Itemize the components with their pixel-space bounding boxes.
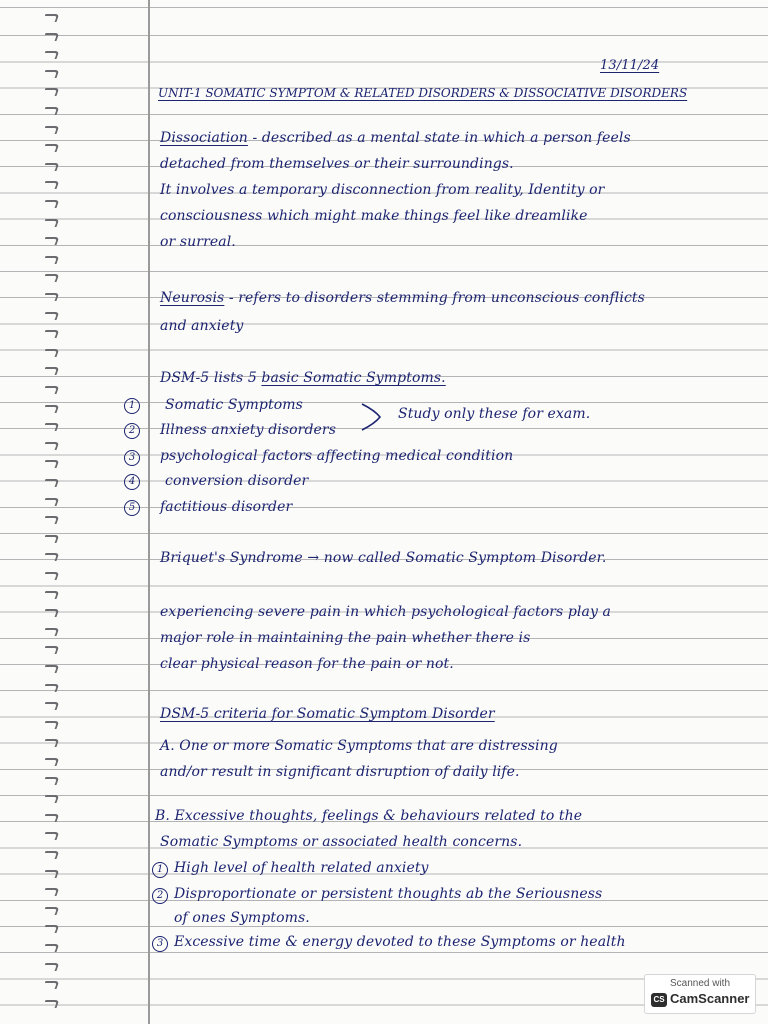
spiral-hole [43, 200, 60, 208]
spiral-hole [43, 51, 60, 59]
list-number: 4 [124, 474, 140, 490]
spiral-hole [43, 516, 60, 524]
spiral-hole [43, 702, 60, 710]
list-number: 2 [152, 888, 168, 904]
spiral-hole [43, 386, 60, 394]
spiral-hole [43, 739, 60, 747]
spiral-hole [43, 777, 60, 785]
neurosis-term: Neurosis [160, 290, 225, 306]
criterion-b-line-1: B. Excessive thoughts, feelings & behaviours related to the [155, 808, 583, 824]
dissociation-line-4: consciousness which might make things feel like dreamlike [160, 208, 588, 224]
criterion-a-line-2: and/or result in significant disruption of daily life. [160, 764, 520, 780]
spiral-hole [43, 646, 60, 654]
dissociation-def: - described as a mental state in which a person feels [247, 130, 631, 146]
spiral-hole [43, 665, 60, 673]
spiral-hole [43, 219, 60, 227]
spiral-hole [43, 460, 60, 468]
spiral-hole [43, 684, 60, 692]
criteria-heading-prefix: DSM-5 criteria [160, 706, 272, 722]
criterion-a-line-1: A. One or more Somatic Symptoms that are distressing [160, 738, 558, 754]
dsm-list-heading-prefix: DSM-5 lists 5 [160, 370, 262, 386]
spiral-hole [43, 888, 60, 896]
spiral-hole [43, 367, 60, 375]
scanned-with-label: Scanned with [669, 978, 731, 989]
list-number: 1 [124, 398, 140, 414]
spiral-hole [43, 758, 60, 766]
list-number: 5 [124, 500, 140, 516]
dissociation-line-2: detached from themselves or their surroundings. [160, 156, 514, 172]
list-item: High level of health related anxiety [174, 860, 429, 876]
spiral-hole [43, 293, 60, 301]
spiral-hole [43, 1000, 60, 1008]
camscanner-logo-icon: CS [651, 993, 667, 1007]
spiral-hole [43, 14, 60, 22]
criteria-heading-underlined: for Somatic Symptom Disorder [271, 706, 495, 722]
spiral-hole [43, 163, 60, 171]
spiral-hole [43, 88, 60, 96]
spiral-hole [43, 628, 60, 636]
camscanner-name: CamScanner [670, 991, 750, 1006]
spiral-hole [43, 405, 60, 413]
spiral-hole [43, 870, 60, 878]
list-item: Excessive time & energy devoted to these Symptoms or health [174, 934, 626, 950]
exam-note: Study only these for exam. [398, 406, 591, 422]
pain-line-3: clear physical reason for the pain or not. [160, 656, 454, 672]
spiral-hole [43, 479, 60, 487]
list-item: psychological factors affecting medical condition [160, 448, 514, 464]
list-item: conversion disorder [165, 473, 309, 489]
dissociation-term: Dissociation [160, 130, 248, 146]
list-item: Disproportionate or persistent thoughts ab the Seriousness [174, 886, 603, 902]
spiral-hole [43, 553, 60, 561]
spiral-hole [43, 442, 60, 450]
spiral-hole [43, 70, 60, 78]
dissociation-line-1 [160, 130, 631, 146]
spiral-hole [43, 256, 60, 264]
list-number: 2 [124, 423, 140, 439]
dsm-list-heading [160, 370, 446, 386]
spiral-hole [43, 851, 60, 859]
dissociation-line-5: or surreal. [160, 234, 236, 250]
list-item: Somatic Symptoms [165, 397, 303, 413]
pain-line-2: major role in maintaining the pain whether there is [160, 630, 531, 646]
date: 13/11/24 [600, 58, 660, 73]
spiral-hole [43, 349, 60, 357]
spiral-hole [43, 181, 60, 189]
spiral-hole [43, 33, 60, 41]
spiral-hole [43, 144, 60, 152]
neurosis-line-2: and anxiety [160, 318, 244, 334]
list-item-continuation: of ones Symptoms. [174, 910, 310, 926]
spiral-hole [43, 721, 60, 729]
list-item: factitious disorder [160, 499, 293, 515]
spiral-hole [43, 609, 60, 617]
spiral-hole [43, 795, 60, 803]
spiral-hole [43, 907, 60, 915]
spiral-hole [43, 963, 60, 971]
briquet-syndrome: Briquet's Syndrome → now called Somatic Symptom Disorder. [160, 550, 607, 566]
spiral-hole [43, 591, 60, 599]
list-number: 1 [152, 862, 168, 878]
neurosis-def: - refers to disorders stemming from unconscious conflicts [224, 290, 645, 306]
neurosis-line-1 [160, 290, 645, 306]
spiral-hole [43, 237, 60, 245]
criteria-heading [160, 706, 495, 722]
margin-line [148, 0, 150, 1024]
dsm-list-heading-underlined: basic Somatic Symptoms. [261, 370, 446, 386]
spiral-hole [43, 498, 60, 506]
spiral-hole [43, 535, 60, 543]
spiral-hole [43, 107, 60, 115]
list-number: 3 [152, 936, 168, 952]
page-title: UNIT-1 SOMATIC SYMPTOM & RELATED DISORDERS & DISSOCIATIVE DISORDERS [158, 86, 688, 100]
spiral-hole [43, 925, 60, 933]
criterion-b-line-2: Somatic Symptoms or associated health concerns. [160, 834, 523, 850]
spiral-hole [43, 944, 60, 952]
spiral-hole [43, 572, 60, 580]
spiral-hole [43, 832, 60, 840]
spiral-binding [44, 0, 64, 1024]
spiral-hole [43, 330, 60, 338]
spiral-hole [43, 274, 60, 282]
list-number: 3 [124, 450, 140, 466]
camscanner-badge [644, 974, 756, 1014]
pain-line-1: experiencing severe pain in which psychological factors play a [160, 604, 611, 620]
list-item: Illness anxiety disorders [160, 422, 336, 438]
spiral-hole [43, 814, 60, 822]
dissociation-line-3: It involves a temporary disconnection from reality, Identity or [160, 182, 605, 198]
brace-icon [360, 402, 382, 432]
spiral-hole [43, 423, 60, 431]
spiral-hole [43, 126, 60, 134]
spiral-hole [43, 312, 60, 320]
spiral-hole [43, 981, 60, 989]
